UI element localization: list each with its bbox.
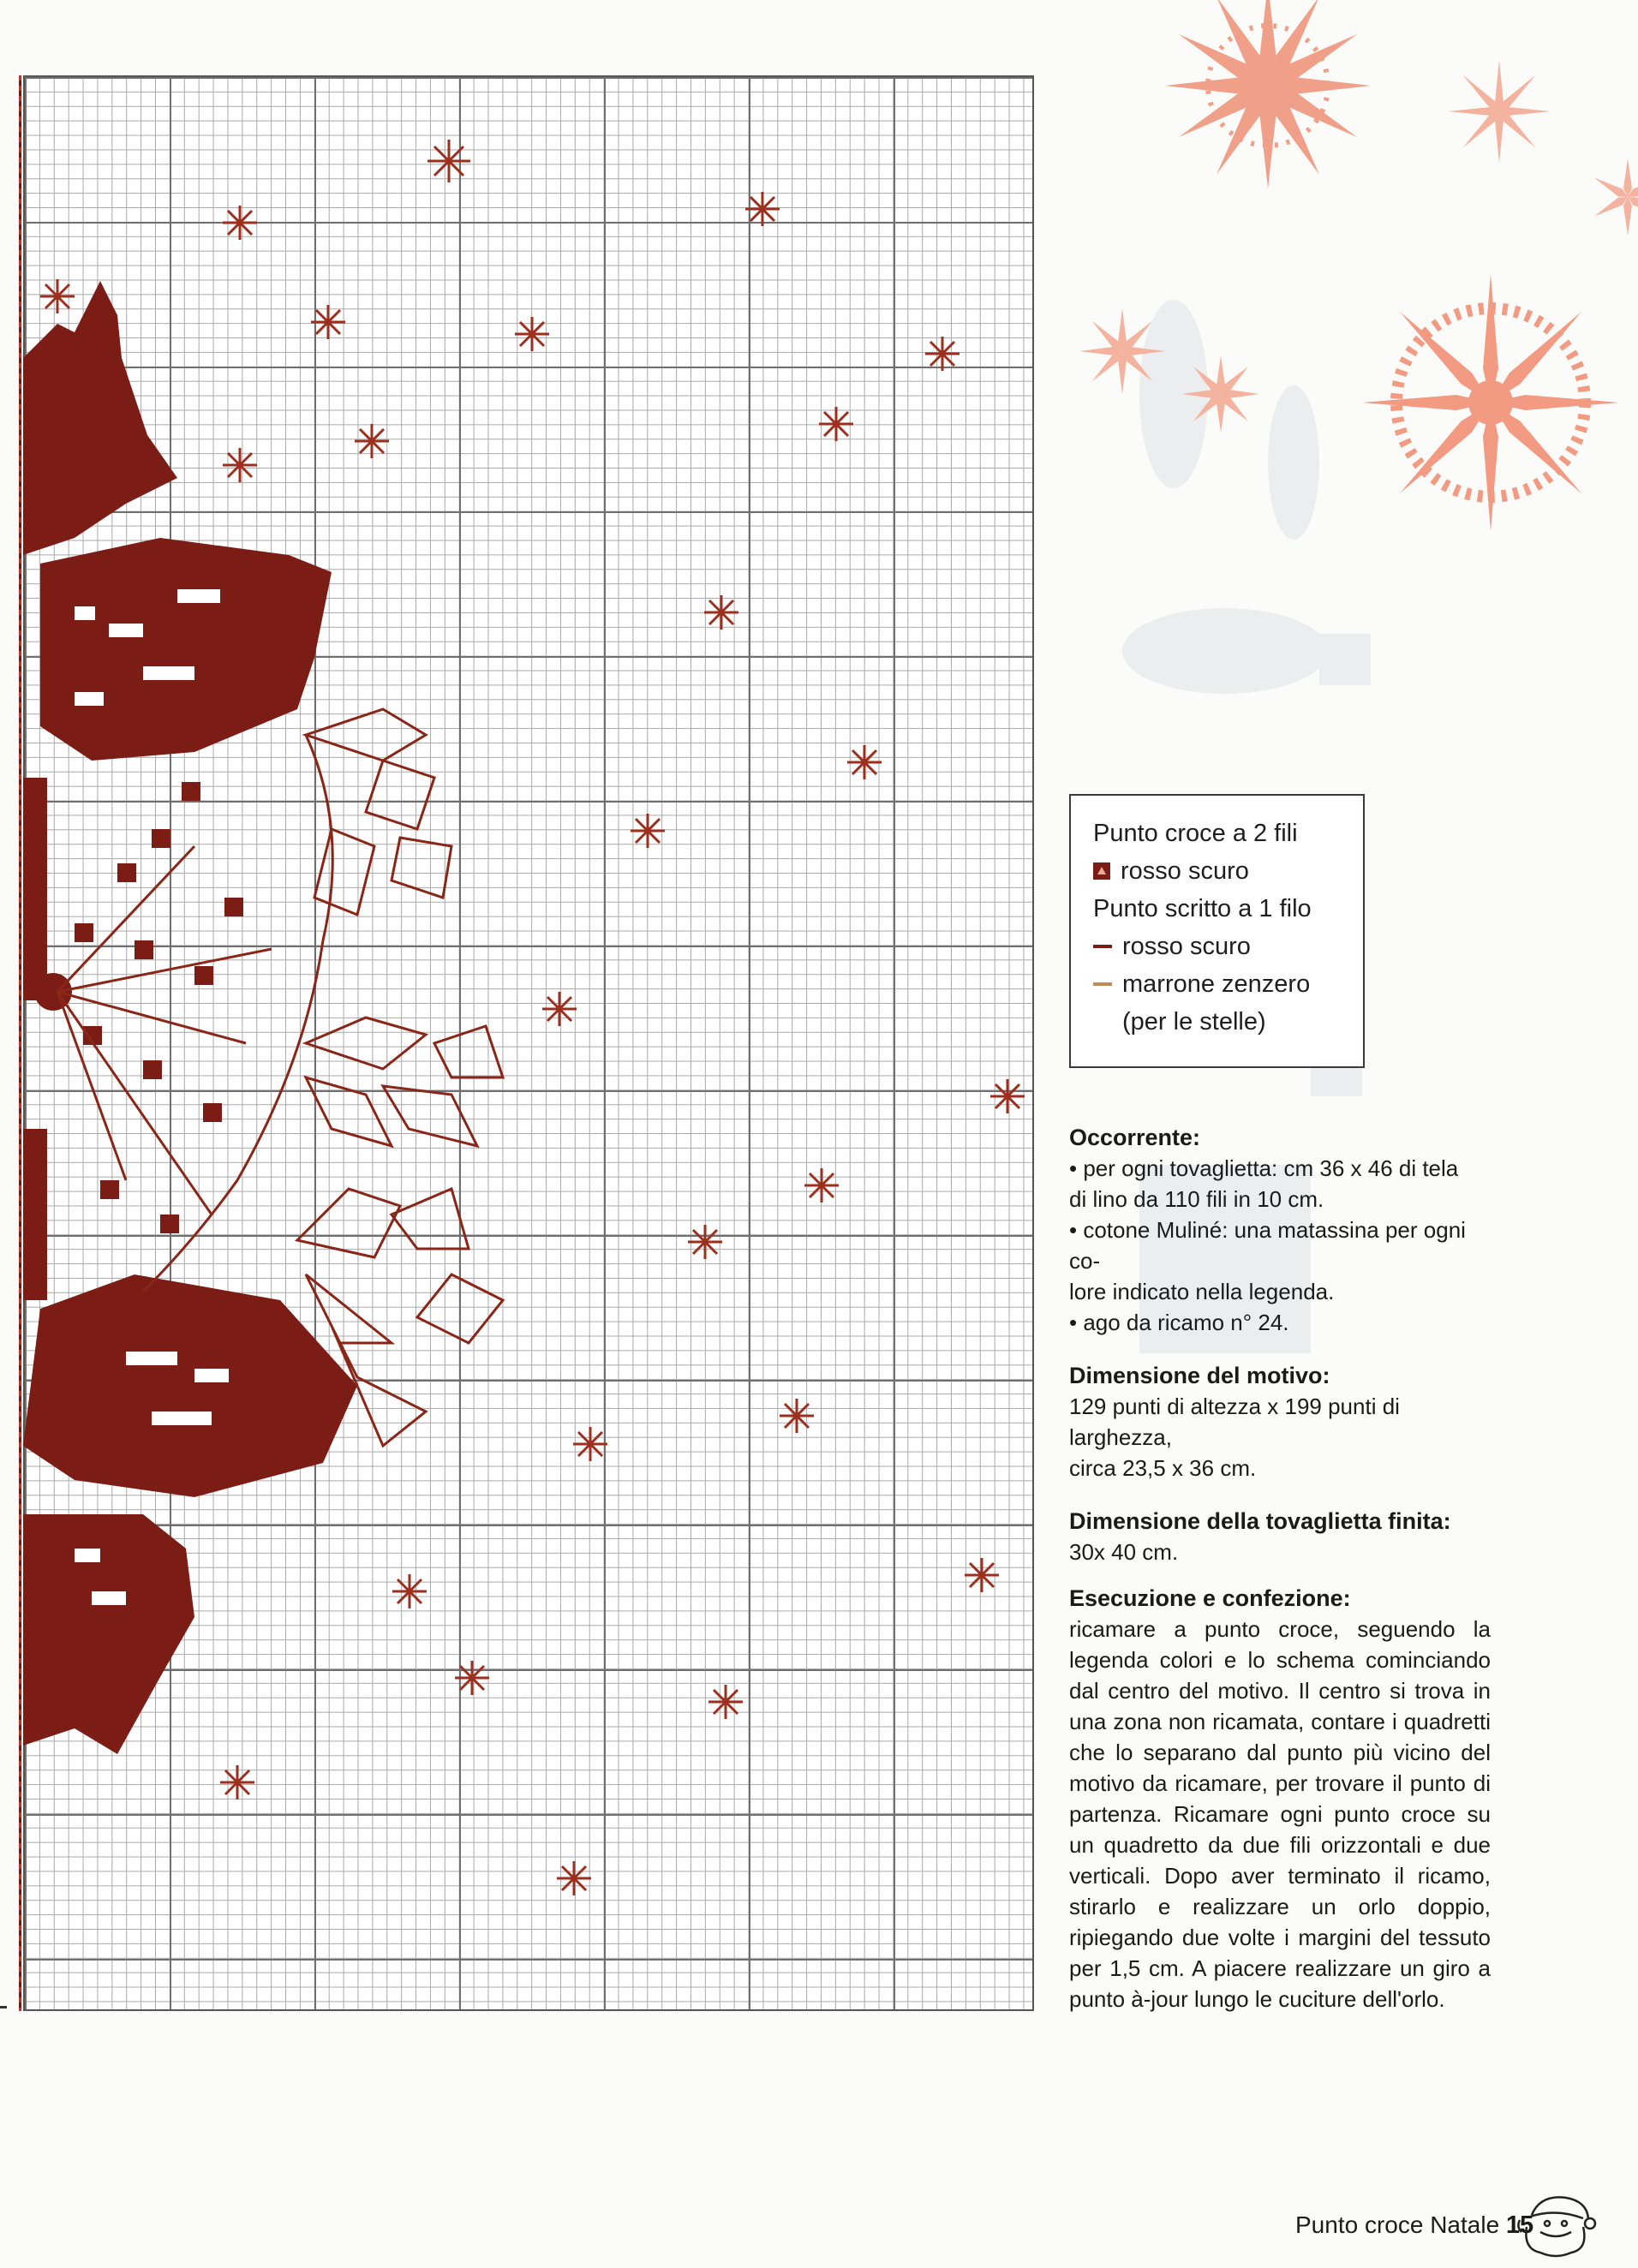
legend-item-label: rosso scuro: [1122, 933, 1251, 960]
santa-icon: [1515, 2189, 1597, 2259]
star-6: [515, 317, 549, 351]
holly-leaf-top: [23, 281, 177, 555]
placemat-size-line: 30x 40 cm.: [1069, 1539, 1179, 1565]
color-swatch-line: [1093, 945, 1112, 948]
holly-leaf-bottom: [23, 1514, 194, 1754]
star-11: [704, 595, 738, 630]
motif-size-line: circa 23,5 x 36 cm.: [1069, 1455, 1257, 1481]
star-19: [573, 1427, 607, 1461]
legend-item-cross-stitch-dark-red: [1093, 852, 1363, 890]
legend-item-backstitch-ginger-brown: [1093, 965, 1363, 1003]
star-2: [223, 206, 257, 240]
star-20: [965, 1558, 999, 1592]
execution-body: ricamare a punto croce, seguendo la legenda colori e lo schema cominciando dal centro del motivo. Il centro si trova in una zona non ricamata, contare i quadretti che lo separano dal punto più vicino del motivo da ricamare, per trovare il punto di partenza. Ricamare ogni punto croce su un quadretto da due fili orizzontali e due verticali. Dopo aver terminato il ricamo, stirarlo e realizzare un orlo doppio, ripiegando due volte i margini del tessuto per 1,5 cm. A piacere realizzare un giro a punto à-jour lungo le cuciture dell'orlo.: [1069, 1616, 1491, 2012]
star-14: [542, 992, 577, 1026]
magazine-name: Punto croce Natale: [1295, 2211, 1500, 2238]
occorrente-line: • ago da ricamo n° 24.: [1069, 1310, 1289, 1335]
color-swatch-line: [1093, 982, 1112, 986]
cross-stitch-pattern: [23, 75, 1034, 2011]
star-16: [804, 1168, 839, 1203]
snowflake-small-1: [1448, 60, 1551, 163]
snowflake-small-4: [1593, 158, 1638, 236]
stitch-legend: [1069, 794, 1365, 1068]
star-1: [427, 140, 470, 182]
snowflake-large: [1165, 0, 1371, 188]
chart-edge-marker: [19, 75, 21, 2011]
legend-item-label: rosso scuro: [1121, 857, 1249, 885]
star-12: [847, 745, 882, 779]
star-7: [925, 337, 959, 371]
occorrente-line: di lino da 110 fili in 10 cm.: [1069, 1186, 1324, 1212]
legend-section-backstitch-title: Punto scritto a 1 filo: [1093, 895, 1312, 922]
execution-heading: Esecuzione e confezione:: [1069, 1585, 1351, 1611]
snowflake-small-2: [1079, 308, 1165, 394]
color-swatch-square: [1093, 862, 1110, 880]
star-15: [990, 1079, 1025, 1113]
legend-item-label: marrone zenzero: [1122, 970, 1311, 998]
occorrente-line: • per ogni tovaglietta: cm 36 x 46 di tela: [1069, 1155, 1459, 1181]
star-21: [392, 1574, 427, 1608]
placemat-size-heading: Dimensione della tovaglietta finita:: [1069, 1508, 1451, 1534]
star-18: [780, 1399, 814, 1433]
stars: [40, 140, 1025, 1895]
star-17: [688, 1225, 722, 1259]
motif-size-heading: Dimensione del motivo:: [1069, 1363, 1330, 1388]
star-3: [745, 192, 780, 226]
star-10: [223, 448, 257, 482]
legend-item-backstitch-dark-red: [1093, 928, 1363, 965]
star-8: [355, 424, 389, 458]
motif-size-line: 129 punti di altezza x 199 punti di larghezza,: [1069, 1394, 1400, 1450]
star-22: [455, 1661, 489, 1695]
snowflake-small-3: [1182, 355, 1259, 433]
star-5: [311, 305, 345, 339]
star-24: [220, 1765, 254, 1799]
star-23: [708, 1685, 743, 1719]
instructions-column: [1069, 1122, 1491, 2014]
holly-leaf-lower: [23, 1274, 357, 1497]
page-footer: [1295, 2211, 1533, 2240]
star-25: [557, 1861, 591, 1895]
star-4: [40, 279, 75, 313]
occorrente-heading: Occorrente:: [1069, 1125, 1201, 1150]
page-number: 15: [1505, 2211, 1534, 2239]
occorrente-line: • cotone Muliné: una matassina per ogni co-: [1069, 1217, 1466, 1274]
star-9: [819, 407, 853, 441]
decorative-snowflakes: [1071, 0, 1638, 582]
holly-leaf-upper: [40, 538, 332, 761]
star-13: [631, 814, 665, 848]
occorrente-line: lore indicato nella legenda.: [1069, 1279, 1335, 1304]
snowflake-medium: [1362, 274, 1619, 531]
page-margin-tick: [0, 2006, 7, 2008]
legend-section-cross-stitch-title: Punto croce a 2 fili: [1093, 820, 1298, 847]
legend-item-note: (per le stelle): [1122, 1008, 1266, 1036]
